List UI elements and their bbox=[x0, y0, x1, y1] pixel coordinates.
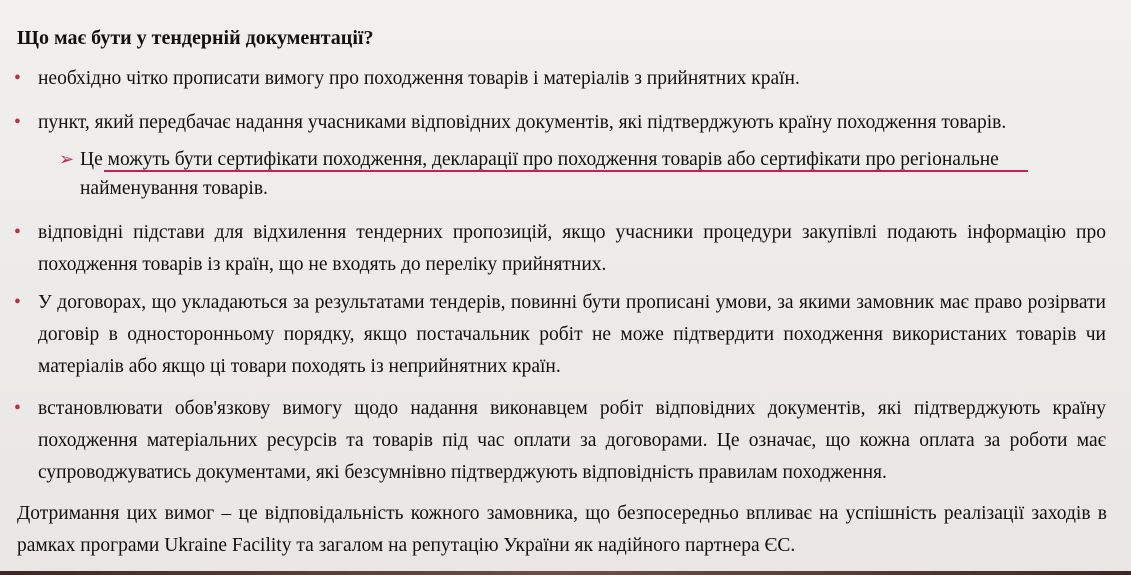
conclusion-paragraph: Дотримання цих вимог – це відповідальність кожного замовника, що безпосередньо впливає на успішність реалізації заходів в рамках програми Ukraine Facility та загалом на репутацію України як надійного партнера ЄС. bbox=[17, 503, 1107, 556]
bullet-text: У договорах, що укладаються за результатами тендерів, повинні бути прописані умови, за якими замовник має право розірвати договір в односторонньому порядку, якщо постачальник робіт не може підтвердити походження використаних товарів чи матеріалів або якщо ці товари походять із неприйнятних країн. bbox=[38, 292, 1106, 377]
bullet-text: відповідні підстави для відхилення тендерних пропозицій, якщо учасники процедури закупівлі подають інформацію про походження товарів із країн, що не входять до переліку прийнятних. bbox=[38, 222, 1106, 275]
bullet-text: встановлювати обов'язкову вимогу щодо надання виконавцем робіт відповідних документів, які підтверджують країну походження матеріальних ресурсів та товарів під час оплати за договорами. Це означає, що кожна оплата за роботи має супроводжуватись документами, які безсумнівно підтверджують відповідність правилам походження. bbox=[38, 398, 1106, 483]
bullet-dot-icon: • bbox=[14, 222, 21, 243]
arrow-bullet-icon: ➢ bbox=[59, 149, 75, 169]
bullet-dot-icon: • bbox=[14, 68, 21, 89]
bullet-text: пункт, який передбачає надання учасниками відповідних документів, які підтверджують країну походження товарів. bbox=[38, 112, 1007, 133]
bullet-item-2 bbox=[14, 107, 1106, 139]
slide-heading: Що має бути у тендерній документації? bbox=[17, 27, 374, 49]
sub-bullet-item bbox=[59, 145, 1090, 203]
sub-bullet-text: Це можуть бути сертифікати походження, декларації про походження товарів або сертифікати про регіональне найменування товарів. bbox=[80, 149, 999, 199]
highlight-underline bbox=[104, 170, 1028, 172]
bullet-item-4 bbox=[14, 287, 1106, 383]
bullet-text: необхідно чітко прописати вимогу про походження товарів і матеріалів з прийнятних країн. bbox=[38, 68, 800, 89]
bullet-dot-icon: • bbox=[14, 112, 21, 133]
bullet-dot-icon: • bbox=[14, 398, 21, 419]
bullet-item-3 bbox=[14, 217, 1106, 281]
bullet-item-5 bbox=[14, 393, 1106, 489]
bottom-decorative-bar bbox=[0, 571, 1131, 575]
bullet-dot-icon: • bbox=[14, 292, 21, 313]
bullet-item-1 bbox=[14, 63, 1106, 95]
